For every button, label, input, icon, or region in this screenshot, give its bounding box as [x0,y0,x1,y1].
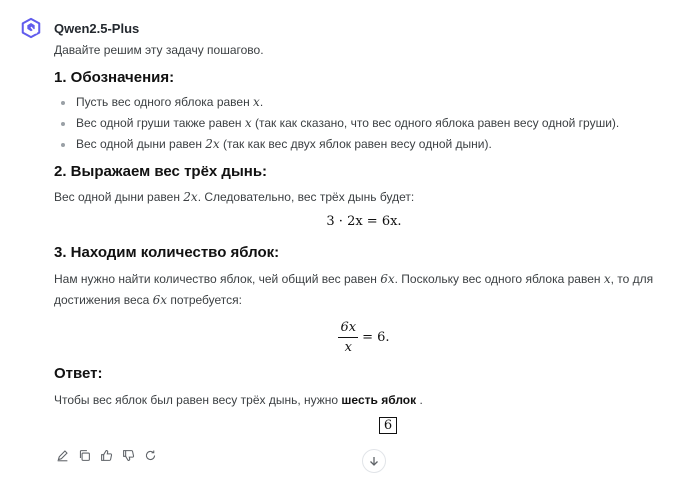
paragraph: Нам нужно найти количество яблок, чей общий вес равен 6x. Поскольку вес одного яблока равен x, то для достижения веса 6x потребуется: [54,272,654,307]
fraction: $\frac{6x}{x}$ [340,320,357,355]
equation-display: 3 · 2x = 6x. [326,214,402,229]
boxed-answer: 6 [379,417,397,434]
intro-text: Давайте решим эту задачу пошагово. [54,43,264,57]
thumbs-down-icon[interactable] [122,449,135,462]
edit-icon[interactable] [56,449,69,462]
section-heading: 2. Выражаем вес трёх дынь: [54,163,268,180]
scroll-down-button[interactable] [362,449,386,473]
boxed-answer-row [54,417,674,434]
qwen-logo-icon [20,17,42,39]
list-item: Вес одной дыни равен 2x (так как вес двух яблок равен весу одной дыни). [54,134,674,155]
assistant-message [54,40,674,434]
section-heading: 1. Обозначения: [54,69,175,86]
answer-heading: Ответ: [54,365,103,382]
regenerate-icon[interactable] [144,449,157,462]
bold-answer: шесть яблок [341,393,417,407]
section-heading: 3. Находим количество яблок: [54,244,280,261]
paragraph: Вес одной дыни равен 2x. Следовательно, вес трёх дынь будет: [54,190,415,204]
list-item: Пусть вес одного яблока равен x. [54,92,674,113]
arrow-down-icon [368,455,380,467]
model-name: Qwen2.5-Plus [54,21,140,36]
fraction-equation: $\frac{6x}{x}$ = 6. [340,320,390,355]
bullet-list [54,92,674,155]
copy-icon[interactable] [78,449,91,462]
list-item: Вес одной груши также равен x (так как сказано, что вес одного яблока равен весу одной груши). [54,113,674,134]
answer-text: Чтобы вес яблок был равен весу трёх дынь, нужно шесть яблок . [54,393,423,407]
thumbs-up-icon[interactable] [100,449,113,462]
message-actions [56,449,157,462]
